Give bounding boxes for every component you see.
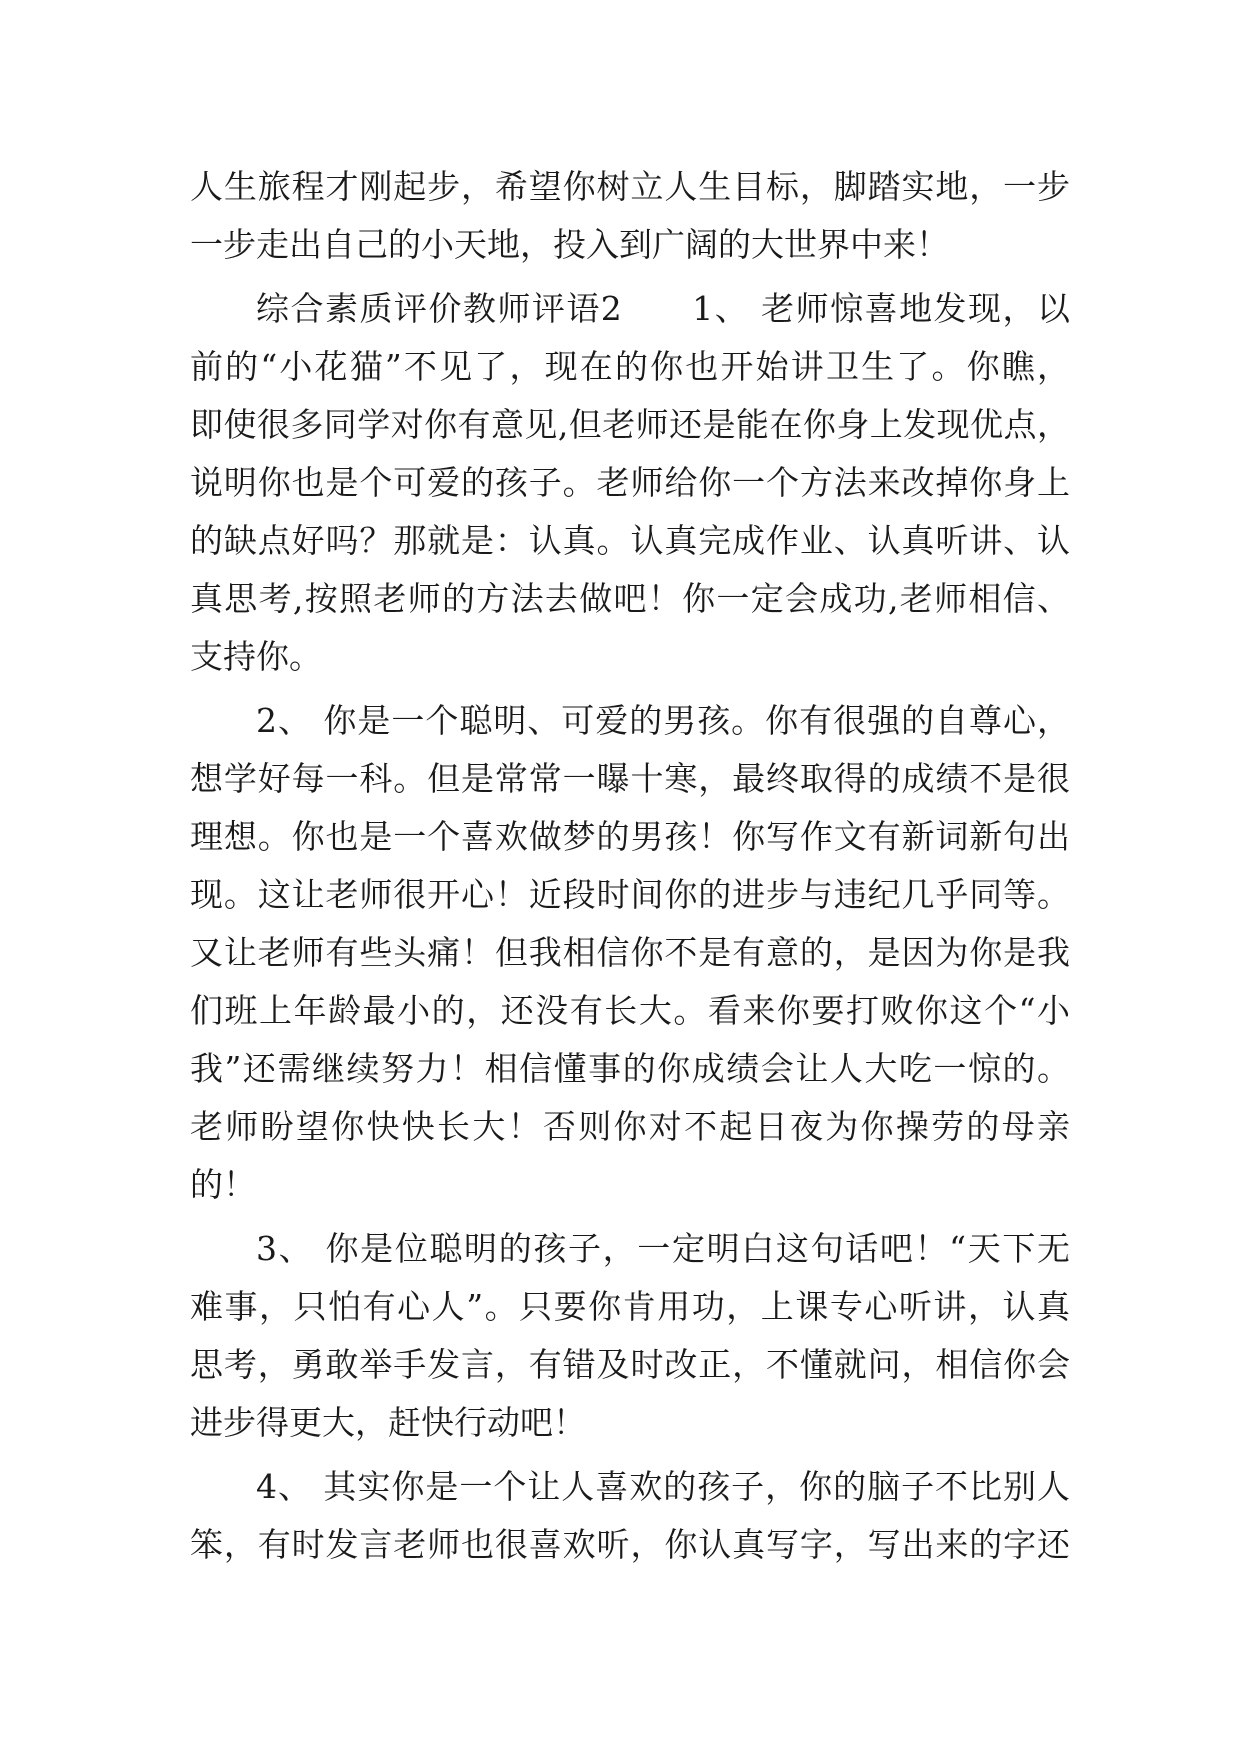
text-line: 综合素质评价教师评语2 1、 老师惊喜地发现，以 xyxy=(256,289,1070,328)
text-line: 人生旅程才刚起步，希望你树立人生目标，脚踏实地，一步 xyxy=(190,167,1070,206)
text-line: 的缺点好吗？那就是：认真。认真完成作业、认真听讲、认 xyxy=(190,521,1070,560)
text-line: 支持你。 xyxy=(190,637,322,676)
text-line: 说明你也是个可爱的孩子。老师给你一个方法来改掉你身上 xyxy=(190,463,1070,502)
text-line: 又让老师有些头痛！但我相信你不是有意的，是因为你是我 xyxy=(190,933,1070,972)
text-line: 理想。你也是一个喜欢做梦的男孩！你写作文有新词新句出 xyxy=(190,817,1070,856)
text-line: 想学好每一科。但是常常一曝十寒，最终取得的成绩不是很 xyxy=(190,759,1070,798)
document-body xyxy=(190,158,1070,1574)
text-line: 即使很多同学对你有意见,但老师还是能在你身上发现优点， xyxy=(190,405,1070,444)
text-line: 我”还需继续努力！相信懂事的你成绩会让人大吃一惊的。 xyxy=(190,1049,1070,1088)
text-line: 2、 你是一个聪明、可爱的男孩。你有很强的自尊心， xyxy=(256,701,1070,740)
text-line: 老师盼望你快快长大！否则你对不起日夜为你操劳的母亲 xyxy=(190,1107,1070,1146)
text-line: 3、 你是位聪明的孩子，一定明白这句话吧！“天下无 xyxy=(256,1229,1070,1268)
text-line: 们班上年龄最小的，还没有长大。看来你要打败你这个“小 xyxy=(190,991,1070,1030)
text-line: 思考，勇敢举手发言，有错及时改正，不懂就问，相信你会 xyxy=(190,1345,1070,1384)
text-line: 现。这让老师很开心！近段时间你的进步与违纪几乎同等。 xyxy=(190,875,1070,914)
text-line: 进步得更大，赶快行动吧！ xyxy=(190,1403,586,1442)
text-line: 难事，只怕有心人”。只要你肯用功，上课专心听讲，认真 xyxy=(190,1287,1070,1326)
text-line: 4、 其实你是一个让人喜欢的孩子，你的脑子不比别人 xyxy=(256,1467,1070,1506)
text-line: 一步走出自己的小天地，投入到广阔的大世界中来！ xyxy=(190,225,949,264)
text-line: 前的“小花猫”不见了，现在的你也开始讲卫生了。你瞧， xyxy=(190,347,1070,386)
text-line: 真思考,按照老师的方法去做吧！你一定会成功,老师相信、 xyxy=(190,579,1070,618)
text-line: 的！ xyxy=(190,1165,256,1204)
text-line: 笨，有时发言老师也很喜欢听，你认真写字，写出来的字还 xyxy=(190,1525,1070,1564)
